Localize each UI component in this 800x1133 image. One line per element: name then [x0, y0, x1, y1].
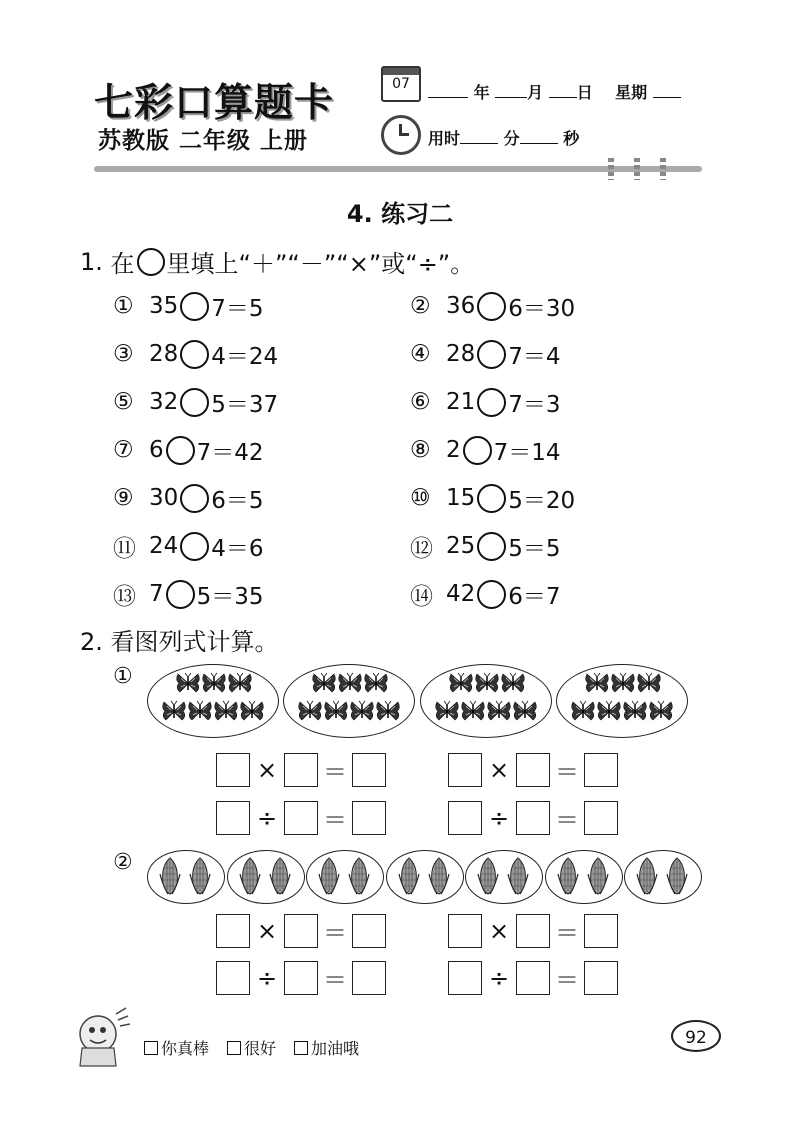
butterfly-icon: [363, 672, 389, 698]
year-label: 年: [473, 83, 490, 102]
butterfly-icon: [434, 700, 460, 726]
problem-rest: 7＝14: [493, 439, 561, 466]
question-2-heading: 2. 看图列式计算。: [80, 628, 279, 656]
corn-icon: [318, 856, 340, 900]
problem-item: [410, 386, 561, 418]
answer-box[interactable]: [448, 753, 482, 787]
checkbox-good[interactable]: [227, 1041, 241, 1055]
question-1-heading: [80, 244, 474, 279]
edition-label: 苏教版 二年级 上册: [98, 128, 309, 154]
problem-number: ⑬: [113, 583, 136, 610]
problem-left-operand: 24: [149, 533, 179, 559]
time-fields: [428, 126, 579, 149]
operator-symbol: ÷: [488, 803, 510, 832]
check-good-label: 很好: [244, 1039, 277, 1058]
problem-left-operand: 36: [446, 293, 476, 319]
operator-symbol: ÷: [256, 803, 278, 832]
problem-left-operand: 21: [446, 389, 476, 415]
logo-title: 七彩口算题卡: [94, 80, 335, 126]
answer-box[interactable]: [352, 914, 386, 948]
problem-item: [410, 434, 561, 466]
problem-number: ⑫: [410, 535, 433, 562]
butterfly-icon: [187, 700, 213, 726]
equation-row: [448, 913, 618, 948]
equation-row: [216, 960, 386, 995]
operator-answer-circle[interactable]: [463, 436, 492, 465]
butterfly-icon: [311, 672, 337, 698]
answer-box[interactable]: [284, 914, 318, 948]
operator-answer-circle[interactable]: [180, 292, 209, 321]
question-1-text-before: 在: [110, 250, 135, 278]
problem-number: ⑪: [113, 535, 136, 562]
equation-row: [448, 752, 618, 787]
problem-number: ⑧: [410, 437, 431, 463]
section-title: 4. 练习二: [346, 200, 454, 228]
problem-left-operand: 35: [149, 293, 179, 319]
problem-item: [410, 338, 561, 370]
answer-box[interactable]: [216, 961, 250, 995]
answer-box[interactable]: [216, 753, 250, 787]
butterfly-icon: [227, 672, 253, 698]
minutes-label: 分: [503, 129, 520, 148]
butterfly-icon: [448, 672, 474, 698]
butterfly-icon: [622, 700, 648, 726]
answer-box[interactable]: [516, 914, 550, 948]
problem-item: [410, 482, 575, 514]
problem-item: [113, 290, 264, 322]
problem-left-operand: 30: [149, 485, 179, 511]
equals-symbol: ＝: [555, 966, 579, 994]
answer-box[interactable]: [216, 914, 250, 948]
operator-symbol: ×: [488, 755, 510, 784]
butterfly-icon: [213, 700, 239, 726]
operator-answer-circle[interactable]: [477, 340, 506, 369]
problem-number: ⑥: [410, 389, 431, 415]
problem-rest: 4＝6: [211, 535, 264, 562]
equation-row: [216, 800, 386, 835]
corn-icon: [587, 856, 609, 900]
butterfly-icon: [239, 700, 265, 726]
butterfly-icon: [512, 700, 538, 726]
butterfly-icon: [375, 700, 401, 726]
operator-symbol: ×: [256, 916, 278, 945]
problem-item: [410, 578, 561, 610]
butterfly-icon: [161, 700, 187, 726]
operator-answer-circle[interactable]: [180, 484, 209, 513]
check-great[interactable]: [144, 1036, 209, 1059]
equals-symbol: ＝: [555, 919, 579, 947]
corn-icon: [428, 856, 450, 900]
answer-box[interactable]: [584, 914, 618, 948]
problem-left-operand: 32: [149, 389, 179, 415]
answer-box[interactable]: [516, 753, 550, 787]
equals-symbol: ＝: [323, 758, 347, 786]
problem-rest: 6＝5: [211, 487, 264, 514]
problem-left-operand: 6: [149, 437, 164, 463]
question-1-text-after: 里填上“＋”“－”“×”或“÷”。: [166, 250, 475, 278]
problem-rest: 6＝7: [508, 583, 561, 610]
operator-answer-circle[interactable]: [477, 484, 506, 513]
equals-symbol: ＝: [323, 806, 347, 834]
problem-rest: 5＝20: [508, 487, 576, 514]
operator-answer-circle[interactable]: [180, 340, 209, 369]
circle-symbol: [137, 248, 165, 276]
divider-ornament: [608, 158, 614, 180]
problem-left-operand: 7: [149, 581, 164, 607]
problem-left-operand: 2: [446, 437, 461, 463]
problem-rest: 7＝42: [196, 439, 264, 466]
operator-symbol: ÷: [488, 963, 510, 992]
time-used-label: 用时: [428, 129, 461, 148]
seconds-label: 秒: [563, 129, 580, 148]
answer-box[interactable]: [584, 961, 618, 995]
problem-item: [113, 338, 278, 370]
part-2-number: ②: [113, 850, 133, 875]
problem-item: [113, 578, 264, 610]
divider-ornament: [660, 158, 666, 180]
problem-number: ⑭: [410, 583, 433, 610]
answer-box[interactable]: [352, 801, 386, 835]
operator-answer-circle[interactable]: [477, 580, 506, 609]
butterfly-icon: [337, 672, 363, 698]
problem-left-operand: 42: [446, 581, 476, 607]
corn-icon: [239, 856, 261, 900]
butterfly-icon: [201, 672, 227, 698]
operator-answer-circle[interactable]: [166, 436, 195, 465]
check-great-label: 你真棒: [161, 1039, 210, 1058]
butterfly-icon: [500, 672, 526, 698]
equals-symbol: ＝: [555, 806, 579, 834]
answer-box[interactable]: [516, 961, 550, 995]
answer-box[interactable]: [352, 961, 386, 995]
problem-number: ⑨: [113, 485, 134, 511]
answer-box[interactable]: [284, 753, 318, 787]
problem-number: ⑦: [113, 437, 134, 463]
checkbox-keep-going[interactable]: [294, 1041, 308, 1055]
butterfly-icon: [175, 672, 201, 698]
check-keep-going-label: 加油哦: [311, 1039, 360, 1058]
equation-row: [216, 913, 386, 948]
problem-item: [113, 434, 264, 466]
operator-answer-circle[interactable]: [180, 388, 209, 417]
page-number: 92: [671, 1020, 721, 1052]
operator-answer-circle[interactable]: [477, 292, 506, 321]
corn-icon: [398, 856, 420, 900]
answer-box[interactable]: [448, 914, 482, 948]
problem-rest: 7＝4: [508, 343, 561, 370]
problem-item: [113, 482, 264, 514]
checkbox-great[interactable]: [144, 1041, 158, 1055]
problem-left-operand: 28: [149, 341, 179, 367]
equation-row: [448, 800, 618, 835]
problem-item: [410, 290, 575, 322]
mascot-illustration: [72, 1004, 132, 1070]
butterfly-icon: [636, 672, 662, 698]
question-1-number: 1.: [80, 247, 103, 276]
butterfly-icon: [570, 700, 596, 726]
operator-answer-circle[interactable]: [180, 532, 209, 561]
answer-box[interactable]: [284, 961, 318, 995]
butterfly-icon: [474, 672, 500, 698]
problem-rest: 5＝37: [211, 391, 279, 418]
problem-rest: 5＝5: [508, 535, 561, 562]
corn-icon: [507, 856, 529, 900]
answer-box[interactable]: [216, 801, 250, 835]
operator-answer-circle[interactable]: [477, 388, 506, 417]
operator-answer-circle[interactable]: [166, 580, 195, 609]
butterfly-icon: [460, 700, 486, 726]
calendar-icon: [381, 66, 421, 102]
answer-box[interactable]: [352, 753, 386, 787]
problem-rest: 5＝35: [196, 583, 264, 610]
check-keep-going[interactable]: [294, 1036, 359, 1059]
equation-row: [448, 960, 618, 995]
problem-item: [113, 530, 264, 562]
problem-rest: 4＝24: [211, 343, 279, 370]
equals-symbol: ＝: [323, 966, 347, 994]
problem-number: ⑩: [410, 485, 431, 511]
butterfly-icon: [323, 700, 349, 726]
corn-icon: [159, 856, 181, 900]
corn-icon: [189, 856, 211, 900]
corn-icon: [666, 856, 688, 900]
problem-item: [410, 530, 561, 562]
problem-item: [113, 386, 278, 418]
answer-box[interactable]: [584, 753, 618, 787]
answer-box[interactable]: [516, 801, 550, 835]
answer-box[interactable]: [284, 801, 318, 835]
corn-icon: [269, 856, 291, 900]
problem-number: ③: [113, 341, 134, 367]
operator-answer-circle[interactable]: [477, 532, 506, 561]
corn-icon: [477, 856, 499, 900]
divider-ornament: [634, 158, 640, 180]
problem-rest: 7＝5: [211, 295, 264, 322]
check-good[interactable]: [227, 1036, 276, 1059]
clock-icon: [381, 115, 421, 155]
problem-number: ①: [113, 293, 134, 319]
date-fields: [428, 80, 681, 103]
problem-rest: 6＝30: [508, 295, 576, 322]
problem-number: ④: [410, 341, 431, 367]
problem-left-operand: 15: [446, 485, 476, 511]
calendar-day: 07: [392, 76, 410, 92]
day-label: 日: [576, 83, 593, 102]
problem-left-operand: 28: [446, 341, 476, 367]
butterfly-icon: [596, 700, 622, 726]
equals-symbol: ＝: [555, 758, 579, 786]
corn-icon: [348, 856, 370, 900]
problem-number: ⑤: [113, 389, 134, 415]
answer-box[interactable]: [448, 961, 482, 995]
butterfly-icon: [584, 672, 610, 698]
problem-rest: 7＝3: [508, 391, 561, 418]
butterfly-icon: [349, 700, 375, 726]
butterfly-icon: [486, 700, 512, 726]
equals-symbol: ＝: [323, 919, 347, 947]
problem-left-operand: 25: [446, 533, 476, 559]
month-label: 月: [527, 83, 544, 102]
equation-row: [216, 752, 386, 787]
butterfly-icon: [610, 672, 636, 698]
operator-symbol: ×: [256, 755, 278, 784]
corn-icon: [557, 856, 579, 900]
answer-box[interactable]: [584, 801, 618, 835]
answer-box[interactable]: [448, 801, 482, 835]
operator-symbol: ×: [488, 916, 510, 945]
operator-symbol: ÷: [256, 963, 278, 992]
part-1-number: ①: [113, 664, 133, 689]
butterfly-icon: [297, 700, 323, 726]
problem-number: ②: [410, 293, 431, 319]
corn-icon: [636, 856, 658, 900]
self-evaluation: [144, 1036, 377, 1059]
butterfly-icon: [648, 700, 674, 726]
weekday-label: 星期: [615, 83, 648, 102]
